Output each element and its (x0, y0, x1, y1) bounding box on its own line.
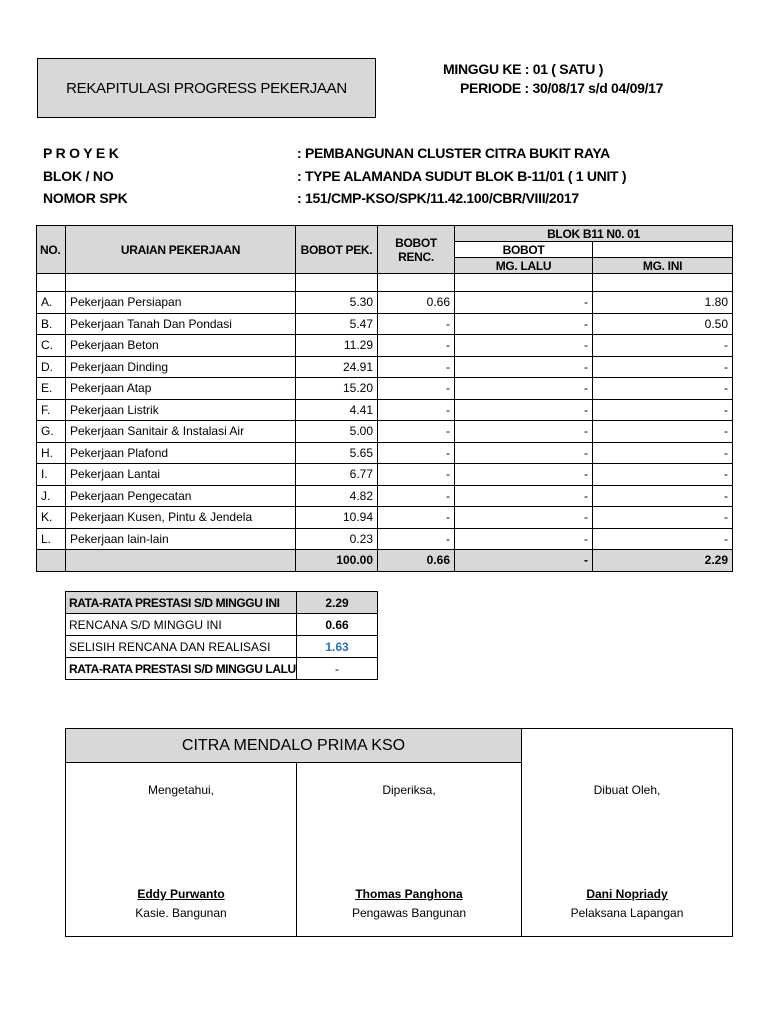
total-bobot: 100.00 (296, 550, 378, 572)
header-bobot-renc: BOBOT RENC. (378, 226, 455, 274)
row-uraian: Pekerjaan Persiapan (66, 292, 296, 314)
row-no: L. (37, 528, 66, 550)
report-title: REKAPITULASI PROGRESS PEKERJAAN (66, 79, 347, 97)
row-renc: - (378, 313, 455, 335)
row-no: G. (37, 421, 66, 443)
total-ini: 2.29 (593, 550, 733, 572)
row-no: B. (37, 313, 66, 335)
row-uraian: Pekerjaan Atap (66, 378, 296, 400)
row-no: H. (37, 442, 66, 464)
row-uraian: Pekerjaan Pengecatan (66, 485, 296, 507)
signature-col-3 (522, 729, 733, 937)
row-lalu: - (455, 356, 593, 378)
row-ini: 1.80 (593, 292, 733, 314)
signer-name-3: Dani Nopriady (586, 887, 668, 901)
row-uraian: Pekerjaan Plafond (66, 442, 296, 464)
table-row (37, 485, 733, 507)
blank-cell (593, 274, 733, 292)
summary-label-2: RENCANA S/D MINGGU INI (66, 614, 297, 636)
header-mg-lalu: MG. LALU (455, 258, 593, 274)
table-row (37, 399, 733, 421)
row-ini: - (593, 335, 733, 357)
row-renc: - (378, 485, 455, 507)
row-lalu: - (455, 464, 593, 486)
signer-name-2: Thomas Panghona (355, 887, 463, 901)
blank-cell (296, 274, 378, 292)
row-ini: - (593, 356, 733, 378)
row-ini: - (593, 442, 733, 464)
row-ini: - (593, 399, 733, 421)
block-label: BLOK / NO (43, 168, 114, 184)
row-no: I. (37, 464, 66, 486)
row-ini: - (593, 485, 733, 507)
header-no: NO. (37, 226, 66, 274)
row-uraian: Pekerjaan Tanah Dan Pondasi (66, 313, 296, 335)
row-bobot: 10.94 (296, 507, 378, 529)
progress-table (36, 225, 733, 572)
row-uraian: Pekerjaan Lantai (66, 464, 296, 486)
row-lalu: - (455, 421, 593, 443)
row-no: A. (37, 292, 66, 314)
table-row (37, 528, 733, 550)
row-lalu: - (455, 528, 593, 550)
project-label: P R O Y E K (43, 145, 119, 161)
row-ini: - (593, 528, 733, 550)
total-lalu: - (455, 550, 593, 572)
report-title-box (37, 58, 376, 118)
header-uraian: URAIAN PEKERJAAN (66, 226, 296, 274)
row-uraian: Pekerjaan Beton (66, 335, 296, 357)
row-uraian: Pekerjaan Kusen, Pintu & Jendela (66, 507, 296, 529)
row-lalu: - (455, 507, 593, 529)
row-lalu: - (455, 399, 593, 421)
row-bobot: 5.00 (296, 421, 378, 443)
row-ini: 0.50 (593, 313, 733, 335)
row-no: K. (37, 507, 66, 529)
header-bobot: BOBOT (455, 242, 593, 258)
header-bobot-empty (593, 242, 733, 258)
header-bobot-pek: BOBOT PEK. (296, 226, 378, 274)
summary-value-3: 1.63 (297, 636, 378, 658)
row-renc: - (378, 464, 455, 486)
row-lalu: - (455, 442, 593, 464)
row-uraian: Pekerjaan Dinding (66, 356, 296, 378)
role-3: Dibuat Oleh, (593, 783, 661, 797)
row-renc: - (378, 421, 455, 443)
row-ini: - (593, 507, 733, 529)
signature-col-1 (66, 763, 297, 937)
summary-value-2: 0.66 (297, 614, 378, 636)
signature-col-2 (297, 763, 522, 937)
row-renc: - (378, 442, 455, 464)
row-renc: 0.66 (378, 292, 455, 314)
row-bobot: 11.29 (296, 335, 378, 357)
summary-value-4: - (297, 658, 378, 680)
row-renc: - (378, 528, 455, 550)
total-label (66, 550, 296, 572)
block-value: : TYPE ALAMANDA SUDUT BLOK B-11/01 ( 1 UNIT ) (297, 168, 627, 184)
summary-table (65, 591, 378, 680)
row-no: D. (37, 356, 66, 378)
row-bobot: 4.41 (296, 399, 378, 421)
role-2: Diperiksa, (382, 783, 436, 797)
row-renc: - (378, 399, 455, 421)
row-bobot: 15.20 (296, 378, 378, 400)
table-row (37, 292, 733, 314)
row-bobot: 4.82 (296, 485, 378, 507)
blank-cell (66, 274, 296, 292)
signature-table (65, 728, 733, 937)
spk-value: : 151/CMP-KSO/SPK/11.42.100/CBR/VIII/2017 (297, 190, 579, 206)
row-bobot: 6.77 (296, 464, 378, 486)
row-renc: - (378, 356, 455, 378)
period-label: PERIODE : 30/08/17 s/d 04/09/17 (460, 80, 664, 96)
header-mg-ini: MG. INI (593, 258, 733, 274)
table-row (37, 335, 733, 357)
summary-label-1: RATA-RATA PRESTASI S/D MINGGU INI (66, 592, 297, 614)
table-row (37, 464, 733, 486)
total-no (37, 550, 66, 572)
row-ini: - (593, 464, 733, 486)
row-lalu: - (455, 485, 593, 507)
table-row (37, 442, 733, 464)
signer-name-1: Eddy Purwanto (137, 887, 225, 901)
company-name: CITRA MENDALO PRIMA KSO (66, 729, 522, 763)
signer-position-1: Kasie. Bangunan (135, 906, 227, 920)
row-renc: - (378, 335, 455, 357)
table-row (37, 313, 733, 335)
row-bobot: 5.30 (296, 292, 378, 314)
blank-cell (378, 274, 455, 292)
table-row (37, 507, 733, 529)
blank-cell (37, 274, 66, 292)
table-body (37, 292, 733, 550)
header-blok: BLOK B11 N0. 01 (455, 226, 733, 242)
table-row (37, 356, 733, 378)
summary-label-4: RATA-RATA PRESTASI S/D MINGGU LALU (66, 658, 297, 680)
row-no: F. (37, 399, 66, 421)
row-lalu: - (455, 313, 593, 335)
project-value: : PEMBANGUNAN CLUSTER CITRA BUKIT RAYA (297, 145, 610, 161)
row-renc: - (378, 378, 455, 400)
row-no: C. (37, 335, 66, 357)
summary-label-3: SELISIH RENCANA DAN REALISASI (66, 636, 297, 658)
row-uraian: Pekerjaan Listrik (66, 399, 296, 421)
row-bobot: 0.23 (296, 528, 378, 550)
row-lalu: - (455, 335, 593, 357)
spk-label: NOMOR SPK (43, 190, 128, 206)
row-renc: - (378, 507, 455, 529)
row-ini: - (593, 421, 733, 443)
signer-position-2: Pengawas Bangunan (351, 906, 467, 920)
row-bobot: 5.65 (296, 442, 378, 464)
row-no: E. (37, 378, 66, 400)
row-bobot: 24.91 (296, 356, 378, 378)
total-renc: 0.66 (378, 550, 455, 572)
row-uraian: Pekerjaan lain-lain (66, 528, 296, 550)
row-no: J. (37, 485, 66, 507)
week-label: MINGGU KE : 01 ( SATU ) (443, 61, 604, 77)
table-row (37, 378, 733, 400)
table-row (37, 421, 733, 443)
row-lalu: - (455, 378, 593, 400)
blank-cell (455, 274, 593, 292)
row-lalu: - (455, 292, 593, 314)
summary-value-1: 2.29 (297, 592, 378, 614)
role-1: Mengetahui, (147, 783, 215, 797)
row-bobot: 5.47 (296, 313, 378, 335)
row-uraian: Pekerjaan Sanitair & Instalasi Air (66, 421, 296, 443)
signer-position-3: Pelaksana Lapangan (570, 906, 684, 920)
row-ini: - (593, 378, 733, 400)
